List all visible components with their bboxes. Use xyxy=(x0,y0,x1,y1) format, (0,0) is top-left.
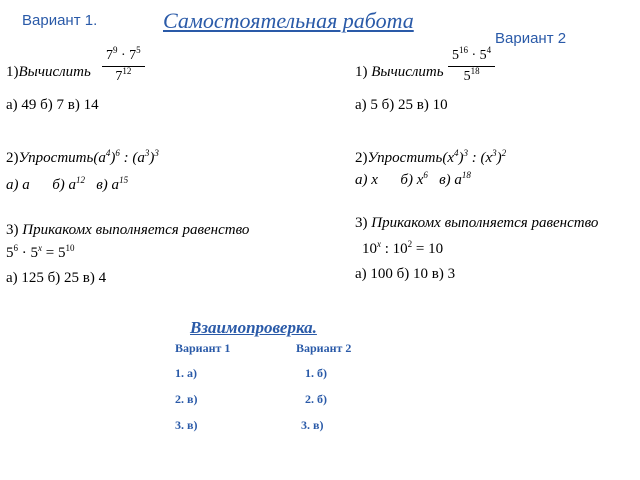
check-col2-item-1: 1. б) xyxy=(305,366,327,380)
check-col2-item-3: 3. в) xyxy=(301,418,324,432)
check-col1-item-1: 1. а) xyxy=(175,366,197,380)
v1-task2-answers: а) a б) $a^{12}$ в) $a^{15}$ xyxy=(6,175,129,193)
v2-task1-fraction xyxy=(448,45,495,85)
check-col1-item-3: 3. в) xyxy=(175,418,198,432)
v2-task1-answers: а) 5 б) 25 в) 10 xyxy=(355,97,448,113)
v2-task1-prompt: 1) Вычислить xyxy=(355,64,444,80)
check-col2-header: Вариант 2 xyxy=(296,341,352,355)
v1-task1-text: Вычислить xyxy=(18,64,91,80)
v1-task1-prompt xyxy=(6,64,91,81)
check-col1-header: Вариант 1 xyxy=(175,341,231,355)
v1-task3-equation: $5^6 \cdot 5^x = 5^{10}$ xyxy=(6,243,75,261)
v2-task3-equation: 10$^x$ : $10^2 = 10$ xyxy=(362,239,444,257)
v2-task3-answers: а) 100 б) 10 в) 3 xyxy=(355,266,456,282)
v1-task1-number: 1) xyxy=(6,64,19,80)
v1-task1-fraction xyxy=(102,45,145,85)
v1-task3-answers: а) 125 б) 25 в) 4 xyxy=(6,270,107,286)
check-col2-item-2: 2. б) xyxy=(305,392,327,406)
v1-task1-numerator: $7^9 \cdot 7^5$ xyxy=(106,45,141,63)
v2-task1-denominator: $5^{18}$ xyxy=(448,66,495,85)
mutual-check-title: Взаимопроверка. xyxy=(190,318,317,337)
v1-task2-prompt: $2)Упростить(a^4)^6$ : $(a^3)^3$ xyxy=(6,148,159,166)
check-col1-item-2: 2. в) xyxy=(175,392,198,406)
v2-task3-prompt: 3) Прикакомх выполняется равенство xyxy=(355,215,599,231)
v1-task1-answers: а) 49 б) 7 в) 14 xyxy=(6,97,99,113)
v1-task3-prompt: 3) Прикакомх выполняется равенство xyxy=(6,222,250,238)
v2-task2-prompt: $2)Упростить(x^4)^3$ : $(x^3)^2$ xyxy=(355,148,507,166)
v2-task2-answers: а) x б) $x^6$ в) $a^{18}$ xyxy=(355,170,471,188)
v1-task1-denominator: $7^{12}$ xyxy=(102,66,145,85)
variant-1-label: Вариант 1. xyxy=(22,12,98,29)
v2-task1-numerator: $5^{16} \cdot 5^4$ xyxy=(452,45,492,63)
variant-2-label: Вариант 2 xyxy=(495,30,567,47)
page-title: Самостоятельная работа xyxy=(163,8,414,33)
